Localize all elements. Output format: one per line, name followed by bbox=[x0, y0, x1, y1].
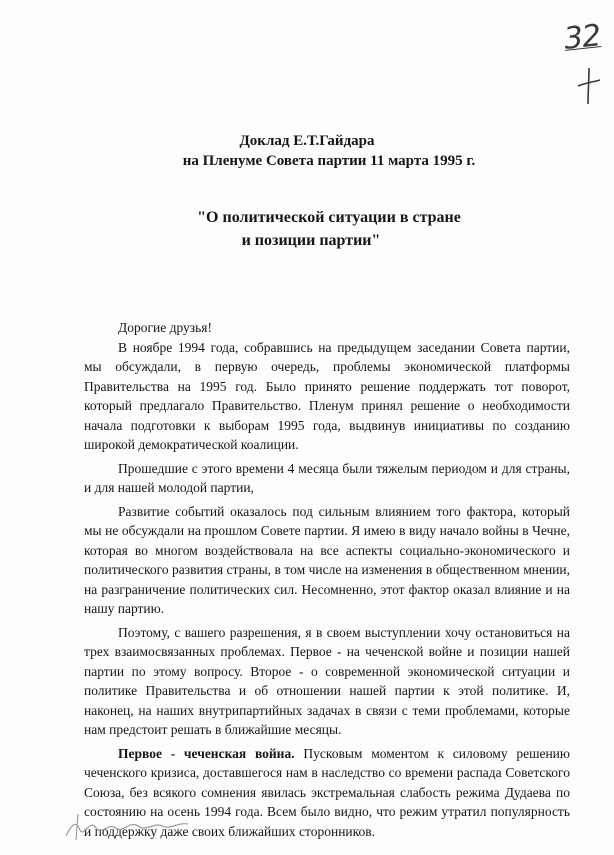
paragraph-5-lead: Первое - чеченская война. bbox=[118, 745, 295, 761]
paragraph-4: Поэтому, с вашего разрешения, я в своем выступлении хочу остановиться на трех взаимосвязанных проблемах. Первое - на чеченской войне и позиции нашей партии по этому вопросу. Второе - о современной экономической ситуации и политике Правительства и об отношении нашей партии к этой политике. И, наконец, на наших внутрипартийных задачах в связи с теми проблемами, которые нам предстоит решать в ближайшие месяцы. bbox=[84, 624, 570, 737]
paragraph-1: В ноябре 1994 года, собравшись на предыдущем заседании Совета партии, мы обсуждали, в первую очередь, проблемы экономической платформы Правительства на 1995 год. Было принято решение поддержать тот поворот, который предлагало Правительство. Пленум принял решение о необходимости начала подготовки к выборам 1995 года, выдвинув инициативы по созданию широкой демократической коалиции. bbox=[84, 339, 570, 452]
handwritten-cross-mark-icon bbox=[576, 66, 602, 106]
report-subtitle: на Пленуме Совета партии 11 марта 1995 г. bbox=[182, 153, 476, 169]
report-body bbox=[84, 318, 570, 841]
paragraph-2: Прошедшие с этого времени 4 месяца были тяжелым периодом и для страны, и для нашей молодой партии, bbox=[84, 460, 570, 495]
handwritten-page-number: 32 bbox=[562, 18, 602, 57]
paragraph-5-text: Пусковым моментом к силовому решению чеченского кризиса, доставшегося нам в наследство со времени распада Советского Союза, без всякого сомнения явилась экстремальная слабость режима Дудаева по состоянию на осень 1994 года. Всем было видно, что режим утратил популярность и поддержку даже своих ближайших сторонников. bbox=[84, 745, 570, 839]
report-title: Доклад Е.Т.Гайдара bbox=[239, 133, 375, 149]
report-topic-line-2: и позиции партии" bbox=[241, 232, 381, 249]
greeting: Дорогие друзья! bbox=[118, 320, 212, 335]
handwritten-signature-icon bbox=[60, 806, 200, 846]
report-topic-line-1: "О политической ситуации в стране bbox=[197, 209, 461, 226]
paragraph-3: Развитие событий оказалось под сильным влиянием того фактора, который мы не обсуждали на прошлом Совете партии. Я имею в виду начало войны в Чечне, которая во многом воздействовала на все аспекты социально-экономического и политического развития страны, в том числе на изменения в общественном мнении, на разграничение политических сил. Несомненно, этот фактор оказал влияние и на нашу партию. bbox=[84, 503, 570, 616]
